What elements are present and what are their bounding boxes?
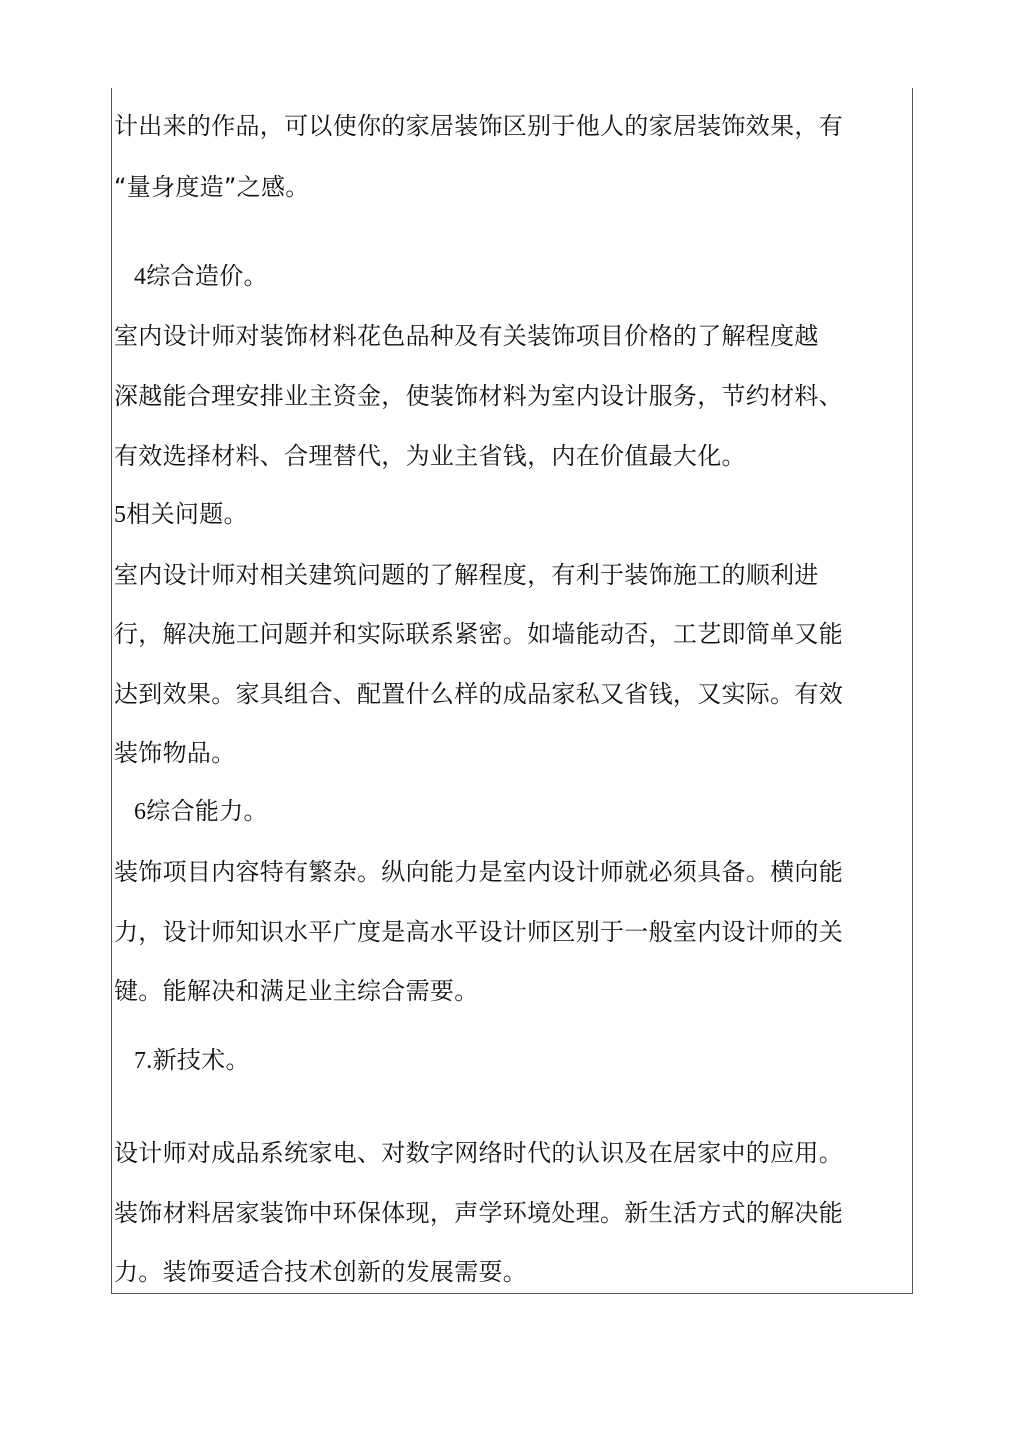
section-heading-6: 6综合能力。 [134, 799, 268, 825]
section-heading-7: 7.新技术。 [134, 1048, 250, 1074]
paragraph-line: 有效选择材料、合理替代，为业主省钱，内在价值最大化。 [114, 442, 746, 470]
paragraph-line: 深越能合理安排业主资金，使装饰材料为室内设计服务，节约材料、 [114, 382, 843, 410]
paragraph-line: 设计师对成品系统家电、对数字网络时代的认识及在居家中的应用。 [114, 1139, 843, 1167]
paragraph-line: 装饰项目内容特有繁杂。纵向能力是室内设计师就必须具备。横向能 [114, 858, 843, 886]
paragraph-line: 室内设计师对相关建筑问题的了解程度，有利于装饰施工的顺利进 [114, 561, 819, 589]
paragraph-line: 键。能解决和满足业主综合需要。 [114, 977, 479, 1005]
paragraph-line: 室内设计师对装饰材料花色品种及有关装饰项目价格的了解程度越 [114, 322, 819, 350]
paragraph-line: 力，设计师知识水平广度是高水平设计师区别于一般室内设计师的关 [114, 918, 843, 946]
section-heading-5: 5相关问题。 [114, 502, 248, 528]
paragraph-line: 行，解决施工问题并和实际联系紧密。如墙能动否，工艺即简单又能 [114, 620, 843, 648]
paragraph-line: 力。装饰耍适合技术创新的发展需耍。 [114, 1258, 528, 1286]
paragraph-line: 计出来的作品，可以使你的家居装饰区别于他人的家居装饰效果，有 [114, 112, 843, 140]
paragraph-line: 达到效果。家具组合、配置什么样的成品家私又省钱，又实际。有效 [114, 680, 843, 708]
paragraph-line: “量身度造”之感。 [114, 173, 310, 201]
paragraph-line: 装饰材料居家装饰中环保体现，声学环境处理。新生活方式的解决能 [114, 1199, 843, 1227]
paragraph-line: 装饰物品。 [114, 739, 236, 767]
section-heading-4: 4综合造价。 [134, 264, 268, 290]
